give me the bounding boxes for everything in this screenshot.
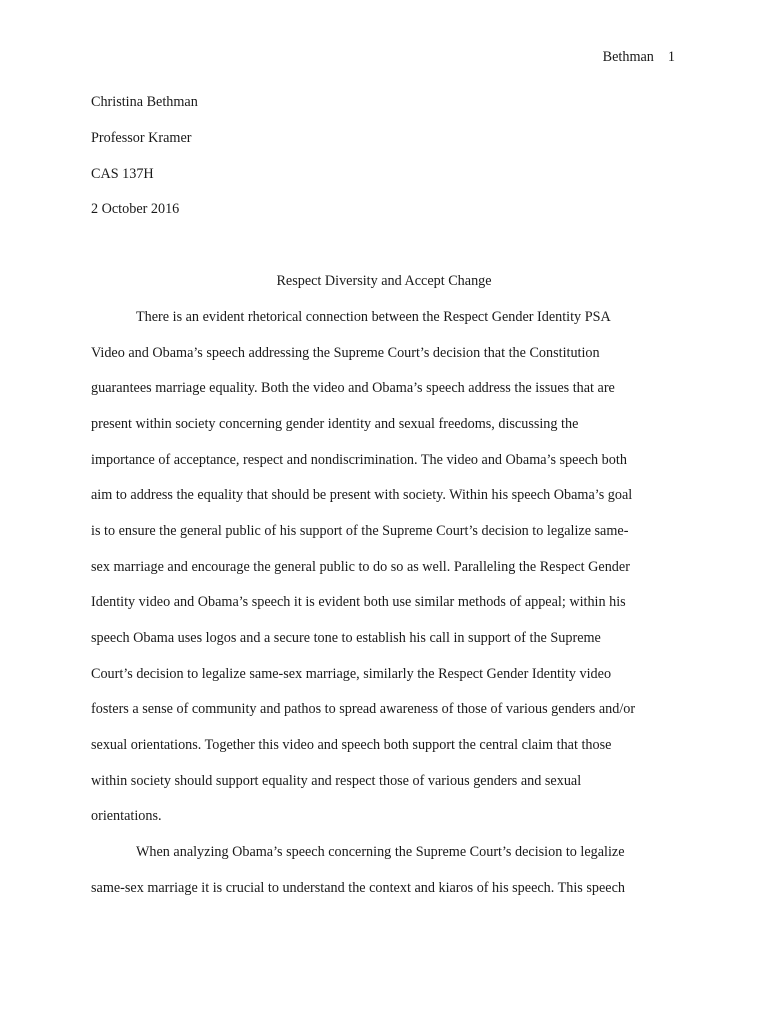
running-head: [603, 47, 675, 67]
essay-title: Respect Diversity and Accept Change: [276, 273, 492, 289]
paragraph-line: orientations.: [91, 808, 162, 824]
paragraph-line: Court’s decision to legalize same-sex marriage, similarly the Respect Gender Identity video: [91, 666, 612, 682]
paragraph-line: within society should support equality and respect those of various genders and sexual: [91, 773, 582, 789]
paragraph-line: present within society concerning gender identity and sexual freedoms, discussing the: [91, 416, 579, 432]
page-number: 1: [667, 49, 675, 65]
paragraph-line: guarantees marriage equality. Both the video and Obama’s speech address the issues that are: [91, 380, 615, 396]
paragraph-line: When analyzing Obama’s speech concerning the Supreme Court’s decision to legalize: [136, 844, 625, 860]
paragraph-line: Identity video and Obama’s speech it is evident both use similar methods of appeal; within his: [91, 594, 626, 610]
paragraph-line: is to ensure the general public of his support of the Supreme Court’s decision to legalize same-: [91, 523, 629, 539]
student-name: Christina Bethman: [91, 94, 198, 110]
course-code: CAS 137H: [91, 166, 154, 182]
paragraph-line: same-sex marriage it is crucial to understand the context and kiaros of his speech. This speech: [91, 880, 625, 896]
date: 2 October 2016: [91, 201, 180, 217]
paragraph-line: sex marriage and encourage the general public to do so as well. Paralleling the Respect Gender: [91, 559, 630, 575]
professor-name: Professor Kramer: [91, 130, 192, 146]
paragraph-line: There is an evident rhetorical connection between the Respect Gender Identity PSA: [136, 309, 611, 325]
paragraph-line: aim to address the equality that should be present with society. Within his speech Obama’s goal: [91, 487, 633, 503]
paragraph-line: importance of acceptance, respect and nondiscrimination. The video and Obama’s speech both: [91, 452, 627, 468]
running-head-surname: Bethman: [602, 49, 654, 65]
paragraph-line: Video and Obama’s speech addressing the Supreme Court’s decision that the Constitution: [91, 345, 600, 361]
paragraph-line: sexual orientations. Together this video and speech both support the central claim that those: [91, 737, 612, 753]
paragraph-line: speech Obama uses logos and a secure tone to establish his call in support of the Supreme: [91, 630, 601, 646]
paragraph-line: fosters a sense of community and pathos to spread awareness of those of various genders and/or: [91, 701, 636, 717]
